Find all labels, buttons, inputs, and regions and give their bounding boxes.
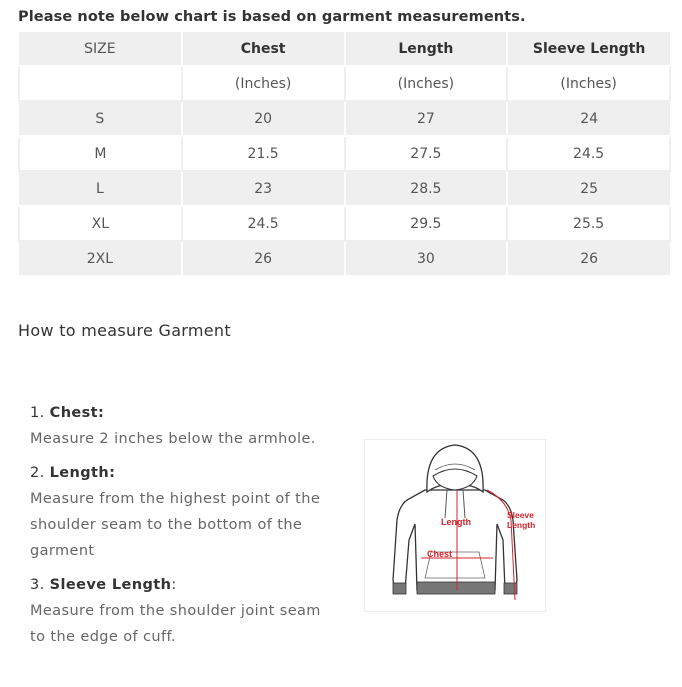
sleeve-cell: 26 [507,241,670,276]
step-number: 1. [30,405,45,421]
step-title-text: Length: [49,465,116,481]
table-row [19,101,670,136]
size-cell: L [19,171,182,206]
size-cell: 2XL [19,241,182,276]
header-size: SIZE [19,32,182,66]
chart-note: Please note below chart is based on garment measurements. [18,9,526,25]
table-row [19,136,670,171]
step-desc-line: to the edge of cuff. [30,629,176,645]
header-chest: Chest [182,32,345,66]
header-sleeve-length: Sleeve Length [507,32,670,66]
size-chart-table [18,32,671,277]
size-cell: M [19,136,182,171]
unit-chest: (Inches) [182,66,345,101]
chest-cell: 20 [182,101,345,136]
length-cell: 29.5 [345,206,508,241]
unit-size [19,66,182,101]
length-cell: 27 [345,101,508,136]
table-header-row [19,32,670,66]
sleeve-cell: 25 [507,171,670,206]
how-to-measure-title: How to measure Garment [18,321,231,340]
step-sleeve-title [30,572,350,598]
size-cell: XL [19,206,182,241]
chest-cell: 23 [182,171,345,206]
length-measure-label: Length [441,517,471,527]
table-row [19,241,670,276]
sleeve-cell: 24 [507,101,670,136]
step-number: 3. [30,577,45,593]
step-title-text: Sleeve Length [49,577,172,593]
step-desc-line: garment [30,543,95,559]
table-row [19,206,670,241]
step-desc-line: Measure from the shoulder joint seam [30,603,321,619]
sleeve-cell: 24.5 [507,136,670,171]
measure-steps [30,400,350,650]
unit-length: (Inches) [345,66,508,101]
step-desc-line: shoulder seam to the bottom of the [30,517,303,533]
sleeve-cell: 25.5 [507,206,670,241]
length-cell: 27.5 [345,136,508,171]
step-title-suffix: : [171,577,177,593]
header-length: Length [345,32,508,66]
table-units-row [19,66,670,101]
step-chest-title [30,400,350,426]
step-title-text: Chest: [49,405,105,421]
size-cell: S [19,101,182,136]
chest-cell: 24.5 [182,206,345,241]
step-desc-line: Measure 2 inches below the armhole. [30,431,316,447]
sleeve-measure-label-2: Length [507,520,536,530]
chest-cell: 21.5 [182,136,345,171]
chest-cell: 26 [182,241,345,276]
step-length-title [30,460,350,486]
length-cell: 30 [345,241,508,276]
length-cell: 28.5 [345,171,508,206]
step-number: 2. [30,465,45,481]
step-desc-line: Measure from the highest point of the [30,491,321,507]
sleeve-measure-label-1: Sleeve [507,510,534,520]
hoodie-illustration [365,440,545,611]
unit-sleeve: (Inches) [507,66,670,101]
table-row [19,171,670,206]
chest-measure-label: Chest [427,549,453,559]
hoodie-measure-figure [364,439,546,612]
